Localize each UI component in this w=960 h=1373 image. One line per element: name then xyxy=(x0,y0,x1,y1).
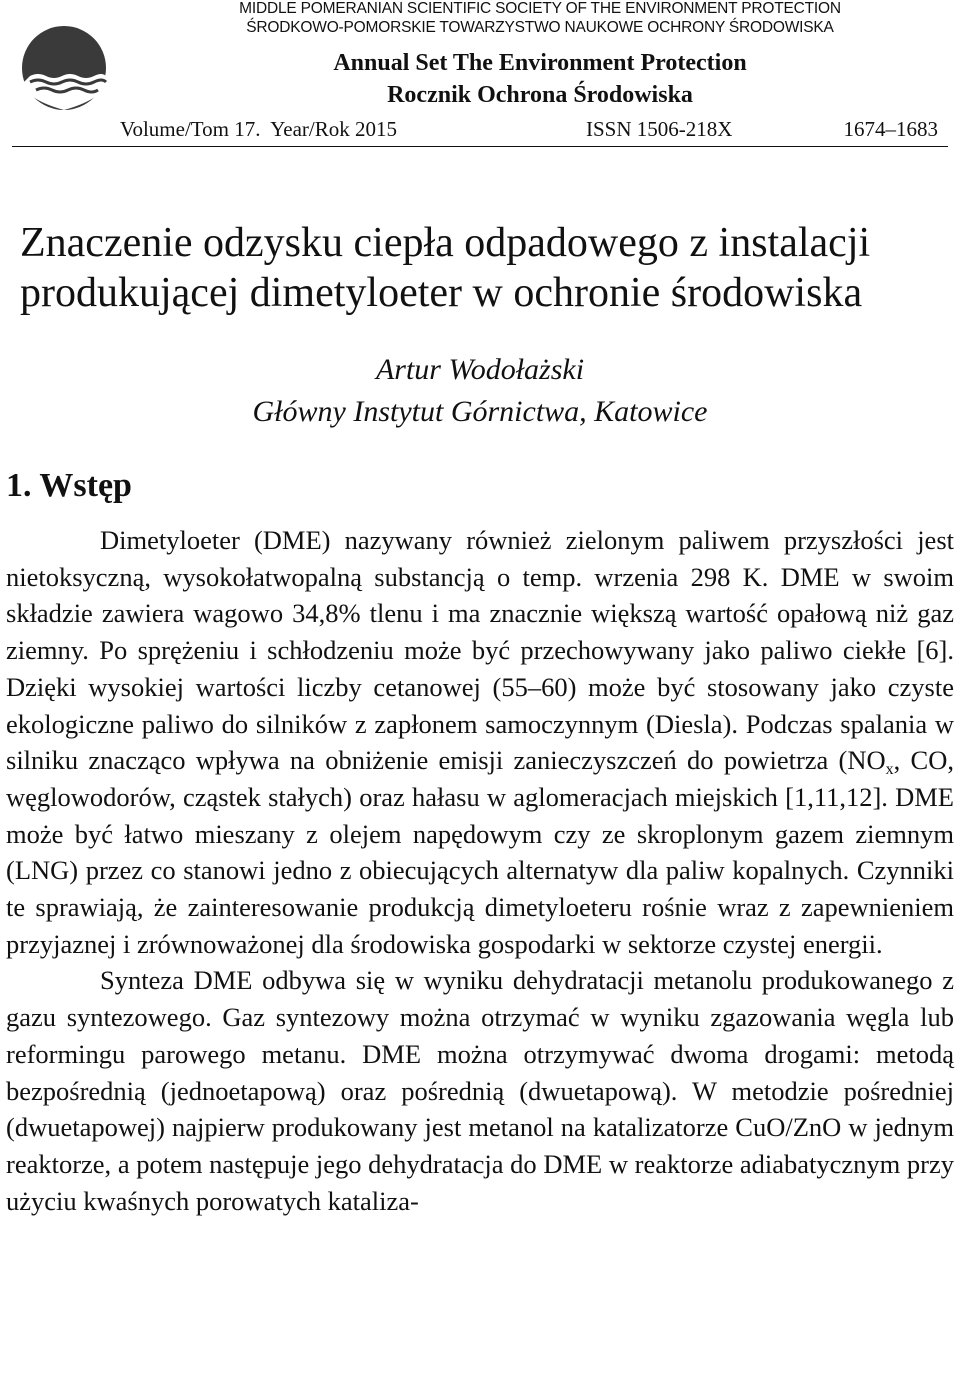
year-label: Year/Rok 2015 xyxy=(270,117,398,141)
article-body xyxy=(6,522,954,1219)
page-range: 1674–1683 xyxy=(843,117,938,141)
volume-year xyxy=(120,116,397,142)
section-heading: 1. Wstęp xyxy=(6,467,132,504)
issn-label: ISSN 1506-218X xyxy=(586,117,733,141)
author-name: Artur Wodołażski xyxy=(375,353,585,386)
subscript-x: x xyxy=(885,761,894,779)
header-divider xyxy=(12,146,948,147)
author-affiliation: Główny Instytut Górnictwa, Katowice xyxy=(252,395,708,428)
society-name-pl: ŚRODKOWO-POMORSKIE TOWARZYSTWO NAUKOWE OCHRONY ŚRODOWISKA xyxy=(246,19,834,36)
journal-title-en: Annual Set The Environment Protection xyxy=(333,50,747,76)
paragraph-2: Synteza DME odbywa się w wyniku dehydratacji metanolu produkowanego z gazu syntezowego. Gaz syntezowy można otrzymać w wyniku zgazowania węgla lub reformingu parowego metanu. DME można otrzymywać dwoma drogami: metodą bezpośrednią (jednoetapową) oraz pośrednią (dwuetapową). W metodzie pośredniej (dwuetapowej) najpierw produkowany jest metanol na katalizatorze CuO/ZnO w jednym reaktorze, a potem następuje jego dehydratacja do DME w reaktorze adiabatycznym przy użyciu kwaśnych porowatych kataliza- xyxy=(6,965,954,1216)
paragraph-1: Dimetyloeter (DME) nazywany również zielonym paliwem przyszłości jest nietoksyczną, wysokołatwopalną substancją o temp. wrzenia 298 K. DME w swoim składzie zawiera wagowo 34,8% tlenu i ma znacznie większą wartość opałową niż gaz ziemny. Po sprężeniu i schłodzeniu może być przechowywany jako paliwo ciekłe [6]. Dzięki wysokiej wartości liczby cetanowej (55–60) może być stosowany jako czyste ekologiczne paliwo do silników z zapłonem samoczynnym (Diesla). Podczas spalania w silniku znacząco wpływa na obniżenie emisji zanieczyszczeń do powietrza ($NO_x$, CO, węglowodorów, cząstek stałych) oraz hałasu w aglomeracjach miejskich [1,11,12]. DME może być łatwo mieszany z olejem napędowym czy ze skroplonym gazem ziemnym (LNG) przez co stanowi jedno z obiecujących alternatyw dla paliw kopalnych. Czynniki te sprawiają, że zainteresowanie produkcją dimetyloeteru rośnie wraz z zapewnieniem przyjaznej i zrównoważonej dla środowiska gospodarki w sektorze czystej energii. xyxy=(6,525,954,959)
volume-label: Volume/Tom 17. xyxy=(120,117,261,141)
society-name-en: MIDDLE POMERANIAN SCIENTIFIC SOCIETY OF THE ENVIRONMENT PROTECTION xyxy=(239,0,841,17)
society-logo-icon xyxy=(20,24,108,112)
journal-title-pl: Rocznik Ochrona Środowiska xyxy=(387,82,693,108)
article-title: Znaczenie odzysku ciepła odpadowego z instalacji produkującej dimetyloeter w ochronie środowiska xyxy=(20,220,871,316)
